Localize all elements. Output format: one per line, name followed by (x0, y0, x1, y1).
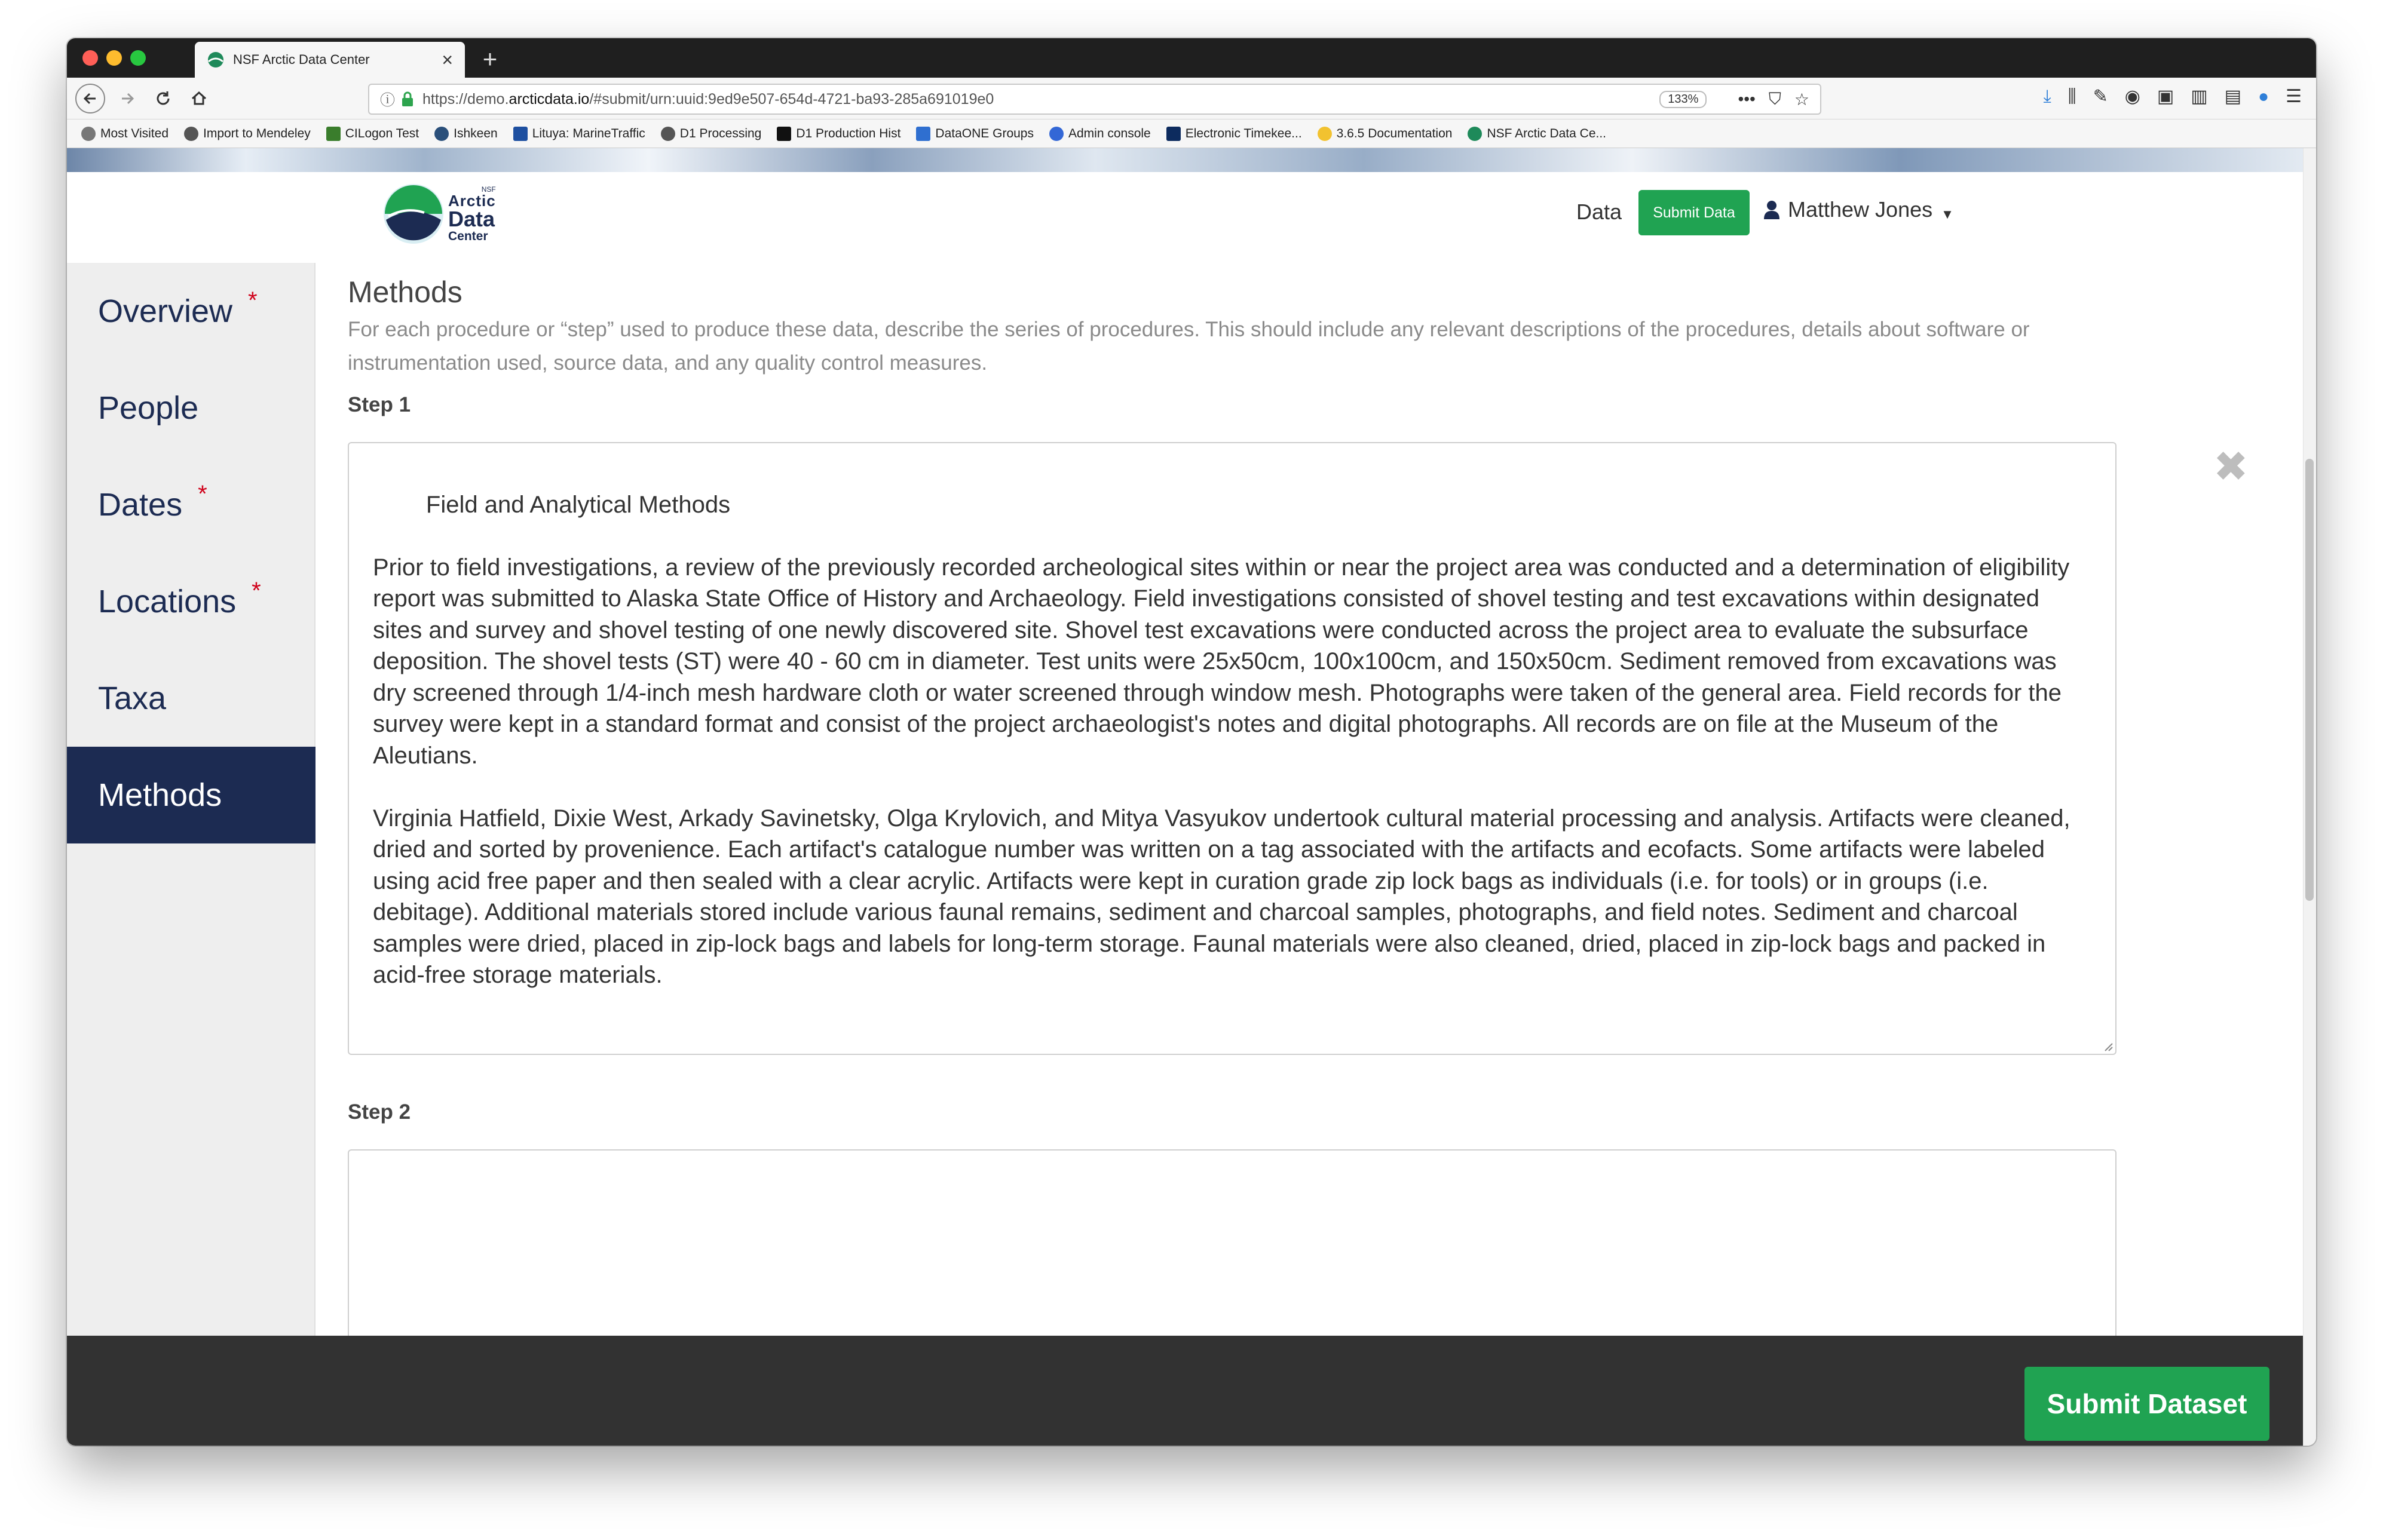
sync-icon[interactable]: ● (2258, 86, 2269, 106)
user-name: Matthew Jones (1788, 197, 1933, 222)
sidebar-toggle-icon[interactable]: ▥ (2191, 87, 2208, 106)
submit-data-button[interactable]: Submit Data (1638, 190, 1750, 235)
pocket-icon[interactable]: ⛉ (1768, 89, 1781, 108)
required-marker: * (198, 480, 207, 507)
minimize-window-button[interactable] (106, 50, 122, 66)
close-window-button[interactable] (82, 50, 98, 66)
remove-step-icon[interactable]: ✖ (2213, 443, 2249, 490)
nav-toolbar (67, 78, 2316, 119)
back-arrow-icon (81, 90, 99, 108)
bookmark-item[interactable]: NSF Arctic Data Ce... (1468, 127, 1606, 141)
submit-sidebar (67, 263, 316, 1446)
screenshot-icon[interactable]: ▣ (2157, 87, 2174, 106)
bookmark-item[interactable]: Admin console (1049, 127, 1151, 141)
logo-emblem-icon (382, 183, 445, 245)
tab-close-icon[interactable]: × (442, 49, 453, 70)
bookmark-item[interactable]: Electronic Timekee... (1166, 127, 1302, 141)
bookmark-icon (1166, 127, 1181, 141)
reader-icon[interactable]: ▤ (2224, 87, 2241, 106)
bookmark-icon (1318, 127, 1332, 141)
reload-button[interactable] (148, 84, 178, 113)
zoom-level-badge[interactable]: 133% (1659, 91, 1707, 108)
site-header (67, 172, 2303, 263)
user-menu[interactable] (1764, 197, 1954, 222)
bookmark-icon (513, 127, 528, 141)
home-icon (190, 90, 208, 108)
menu-icon[interactable]: ☰ (2286, 87, 2302, 106)
reload-icon (154, 90, 172, 108)
bookmark-item[interactable]: Ishkeen (434, 127, 498, 141)
arctic-data-center-logo[interactable] (382, 183, 496, 245)
caret-down-icon: ▼ (1941, 207, 1954, 222)
bookmark-icon (81, 127, 96, 141)
bookmark-item[interactable]: D1 Processing (661, 127, 762, 141)
submit-footer (67, 1336, 2303, 1446)
sidebar-item-locations[interactable]: Locations * (98, 577, 261, 619)
page-content (67, 148, 2303, 1446)
nav-data-link[interactable]: Data (1576, 200, 1622, 224)
sidebar-item-overview[interactable]: Overview * (98, 287, 258, 329)
address-bar[interactable] (368, 84, 1821, 115)
page-actions-icon[interactable]: ••• (1738, 90, 1756, 108)
tab-bar (67, 38, 2316, 78)
home-button[interactable] (184, 84, 214, 113)
info-icon[interactable]: ⓘ (380, 92, 396, 109)
bookmark-icon (916, 127, 930, 141)
url-text: https://demo.arcticdata.io/#submit/urn:uuid:9ed9e507-654d-4721-ba93-285a691019e0 (422, 90, 994, 108)
bookmark-item[interactable]: Import to Mendeley (184, 127, 311, 141)
submit-dataset-button[interactable]: Submit Dataset (2024, 1367, 2269, 1441)
forward-button[interactable] (112, 84, 142, 113)
browser-window (67, 38, 2316, 1446)
forward-arrow-icon (118, 90, 136, 108)
logo-text: NSF Arctic Data Center (448, 185, 496, 243)
sidebar-item-methods[interactable]: Methods (67, 747, 316, 843)
step-1-textarea[interactable] (348, 442, 2116, 1055)
sidebar-item-dates[interactable]: Dates * (98, 480, 207, 523)
bookmark-item[interactable]: DataONE Groups (916, 127, 1034, 141)
step-2-label: Step 2 (348, 1100, 411, 1124)
bookmark-icon (1049, 127, 1064, 141)
toolbar-right-icons (2043, 86, 2302, 107)
section-description: For each procedure or “step” used to produce these data, describe the series of procedures. This should include any relevant descriptions of the procedures, details about software or instrumentation used, source data, and any quality control measures. (348, 318, 2030, 375)
bookmarks-bar (67, 119, 2316, 148)
page-scrollbar[interactable] (2303, 148, 2316, 1446)
scrollbar-thumb[interactable] (2305, 459, 2314, 901)
bookmark-item[interactable]: Lituya: MarineTraffic (513, 127, 645, 141)
tab-title: NSF Arctic Data Center (233, 52, 370, 67)
required-marker: * (252, 577, 261, 604)
new-tab-button[interactable]: + (482, 45, 498, 73)
section-title: Methods (348, 275, 462, 309)
arctic-favicon-icon (207, 51, 225, 69)
required-marker: * (248, 287, 258, 314)
bookmark-item[interactable]: 3.6.5 Documentation (1318, 127, 1453, 141)
header-banner-image (67, 148, 2303, 172)
user-icon (1764, 200, 1779, 219)
step-1-text: Field and Analytical Methods Prior to field investigations, a review of the previously recorded archeological sites within or near the project area was conducted and a determination of eligibility report was submitted to Alaska State Office of History and Archaeology. Field investigations consisted of shovel testing and test excavations within designated sites and survey and shovel testing of one newly discovered site. Shovel test excavations were conducted across the project area to evaluate the subsurface deposition. The shovel tests (ST) were 40 - 60 cm in diameter. Test units were 25x50cm, 100x100cm, and 150x50cm. Sediment removed from excavations was dry screened through 1/4-inch mesh hardware cloth or water screened through window mesh. Photographs were taken of the general area. Field records for the survey were kept in a standard format and consist of the project archaeologist's notes and digital photographs. All records are on file at the Museum of the Aleutians. Virginia Hatfield, Dixie West, Arkady Savinetsky, Olga Krylovich, and Mitya Vasyukov undertook cultural material processing and analysis. Artifacts were cleaned, dried and sorted by provenience. Each artifact's catalogue number was written on a tag associated with the artifacts and ecofacts. Some artifacts were labeled using acid free paper and then sealed with a clear acrylic. Artifacts were kept in curation grade zip lock bags as individuals (i.e. for tools) or in groups (i.e. debitage). Additional materials stored include various faunal remains, sediment and charcoal samples, photographs, and field notes. Sediment and charcoal samples were dried, placed in zip-lock bags and labels for long-term storage. Faunal materials were also cleaned, dried, placed in zip-lock bags and packed in acid-free storage materials. (373, 491, 2070, 988)
bookmark-icon (777, 127, 791, 141)
bookmark-star-icon[interactable]: ☆ (1794, 90, 1809, 109)
maximize-window-button[interactable] (130, 50, 146, 66)
resize-handle-icon[interactable] (2102, 1041, 2113, 1051)
bookmark-icon (661, 127, 675, 141)
secure-lock-icon (401, 91, 414, 107)
bookmark-icon (326, 127, 341, 141)
sidebar-item-people[interactable]: People (98, 390, 199, 426)
step-1-label: Step 1 (348, 393, 411, 416)
extension-icon[interactable]: ✎ (2093, 87, 2108, 106)
sidebar-item-taxa[interactable]: Taxa (98, 680, 167, 716)
library-icon[interactable]: ⫼ (2067, 86, 2076, 106)
bookmark-icon (434, 127, 449, 141)
bookmark-item[interactable]: Most Visited (81, 127, 169, 141)
back-button[interactable] (75, 84, 105, 113)
browser-tab[interactable] (195, 42, 465, 78)
bookmark-icon (184, 127, 198, 141)
bookmark-icon (1468, 127, 1482, 141)
bookmark-item[interactable]: D1 Production Hist (777, 127, 900, 141)
onepassword-icon[interactable]: ◉ (2124, 87, 2140, 106)
bookmark-item[interactable]: CILogon Test (326, 127, 419, 141)
downloads-icon[interactable]: ⤓ (2043, 86, 2051, 106)
